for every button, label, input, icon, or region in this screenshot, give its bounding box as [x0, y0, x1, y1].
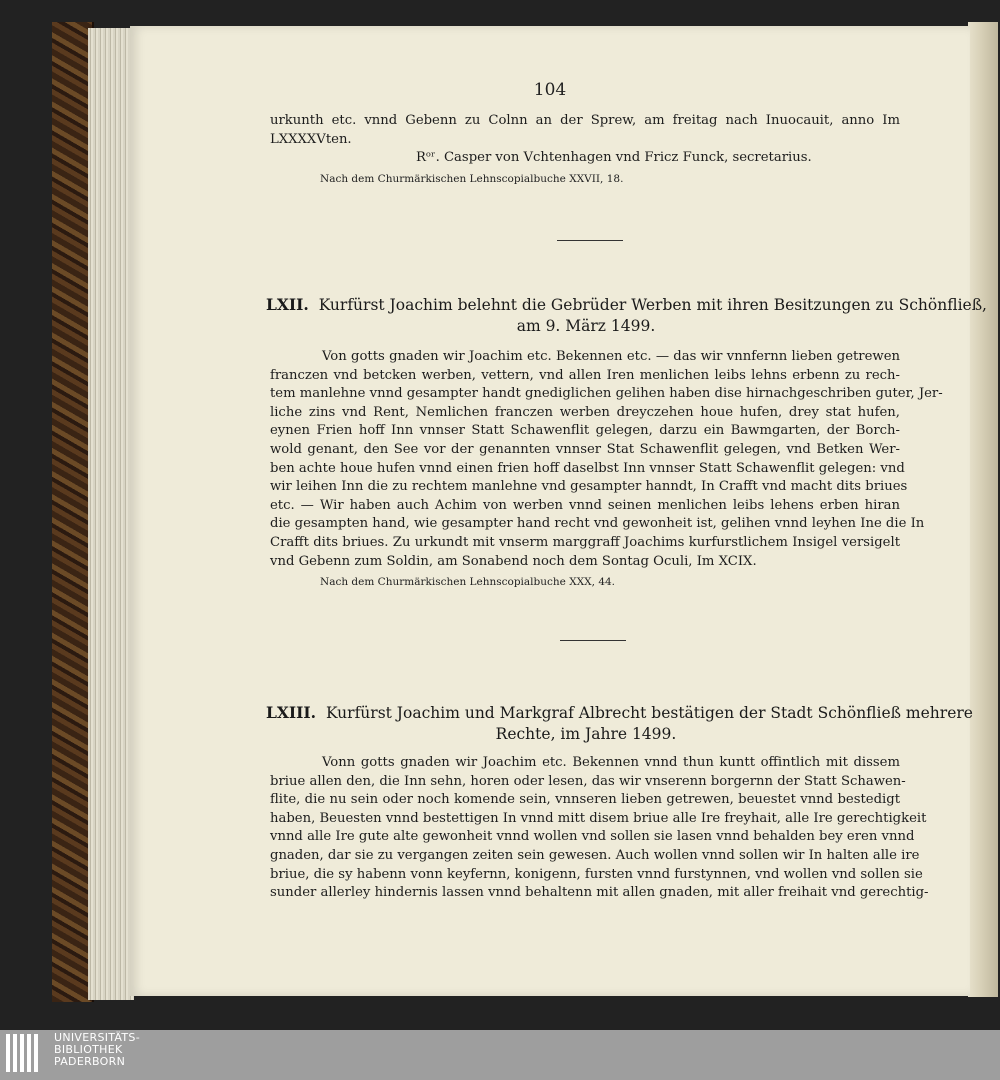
text-line: vnd Gebenn zum Soldin, am Sonabend noch dem Sontag Oculi, Im XCIX.: [270, 553, 757, 569]
text-line: haben, Beuesten vnnd bestettigen In vnnd mitt disem briue alle Ire freyhait, alle Ire gerechtigkeit: [270, 810, 927, 826]
library-name-line: UNIVERSITÄTS-: [54, 1031, 140, 1044]
text-line: die gesampten hand, wie gesampter hand recht vnd gewonheit ist, gelihen vnnd leyhen Ine die In: [270, 516, 925, 532]
text-line: Von gotts gnaden wir Joachim etc. Bekennen etc. — das wir vnnfernn lieben getrewen: [322, 349, 900, 364]
text-line: wold genant, den See vor der genannten vnnser Stat Schawenflit gelegen, vnd Betken Wer-: [270, 441, 900, 457]
text-line: sunder allerley hindernis lassen vnnd behaltenn mit allen gnaden, mit aller freihait vnd gerechtig-: [270, 885, 929, 901]
continued-text-block: [270, 112, 900, 188]
section-heading-63: [266, 702, 973, 745]
text-line: wir leihen Inn die zu rechtem manlehne vnd gesampter hanndt, In Crafft vnd macht dits briues: [270, 479, 908, 495]
library-name-line: PADERBORN: [54, 1055, 126, 1068]
page-stack-edges: [88, 28, 134, 1000]
text-line: ben achte houe hufen vnnd einen frien hoff daselbst Inn vnnser Statt Schawenflit gelegen: vnd: [270, 460, 905, 476]
source-note: Nach dem Churmärkischen Lehnscopialbuche XXVII, 18.: [320, 172, 624, 185]
section-title: Kurfürst Joachim belehnt die Gebrüder Werben mit ihren Besitzungen zu Schönfließ,: [318, 296, 987, 314]
text-line: liche zins vnd Rent, Nemlichen franczen werben dreyczehen houe hufen, drey stat hufen,: [270, 404, 900, 420]
text-line: flite, die nu sein oder noch komende sein, vnnseren lieben getrewen, beuestet vnnd bestedigt: [270, 792, 900, 808]
section-body-63: [270, 754, 929, 903]
text-line: gnaden, dar sie zu vergangen zeiten sein gewesen. Auch wollen vnnd sollen wir In halten alle ire: [270, 847, 920, 863]
text-line: urkunth etc. vnnd Gebenn zu Colnn an der Sprew, am freitag nach Inuocauit, anno Im: [270, 113, 900, 128]
text-line: briue allen den, die Inn sehn, horen oder lesen, das wir vnserenn borgernn der Statt Schawen-: [270, 773, 906, 789]
text-line: franczen vnd betcken werben, vettern, vnd allen Iren menlichen leibs lehns erbenn zu rech-: [270, 367, 900, 383]
section-number: LXII.: [266, 295, 309, 314]
section-divider: [557, 240, 623, 241]
text-line: etc. — Wir haben auch Achim von werben vnnd seinen menlichen leibs lehens erben hiran: [270, 497, 900, 513]
text-line: Crafft dits briues. Zu urkundt mit vnserm marggraff Joachims kurfurstlichem Insigel versigelt: [270, 534, 900, 550]
section-date: am 9. März 1499.: [516, 317, 656, 335]
library-name: [54, 1032, 140, 1068]
section-body-62: [270, 348, 943, 592]
page-number: 104: [533, 80, 567, 100]
text-line: Vonn gotts gnaden wir Joachim etc. Bekennen vnnd thun kuntt offintlich mit dissem: [322, 755, 900, 770]
library-name-line: BIBLIOTHEK: [54, 1043, 123, 1056]
source-note: Nach dem Churmärkischen Lehnscopialbuche XXX, 44.: [320, 576, 616, 589]
text-line: tem manlehne vnnd gesampter handt gnediglichen gelihen haben dise hirnachgeschriben guter, Jer-: [270, 386, 943, 402]
section-title: Kurfürst Joachim und Markgraf Albrecht bestätigen der Stadt Schönfließ mehrere: [325, 704, 973, 722]
text-line: vnnd alle Ire gute alte gewonheit vnnd wollen vnd sollen sie lasen vnnd behalden bey eren vnnd: [270, 829, 915, 845]
text-line: briue, die sy habenn vonn keyfernn, konigenn, fursten vnnd furstynnen, vnd wollen vnd sollen sie: [270, 866, 923, 882]
library-footer: [0, 1030, 1000, 1080]
section-divider: [560, 640, 626, 641]
facing-page-edge: [968, 22, 998, 997]
section-heading-62: [266, 294, 987, 337]
signature-line: Rᵒʳ. Casper von Vchtenhagen vnd Fricz Funck, secretarius.: [416, 150, 812, 166]
section-date: Rechte, im Jahre 1499.: [495, 725, 677, 743]
section-number: LXIII.: [266, 703, 317, 722]
book-page: [130, 26, 987, 996]
text-line: LXXXXVten.: [270, 131, 352, 147]
text-line: eynen Frien hoff Inn vnnser Statt Schawenflit gelegen, darzu ein Bawmgarten, der Borch-: [270, 423, 900, 439]
library-logo-icon: [6, 1034, 42, 1076]
